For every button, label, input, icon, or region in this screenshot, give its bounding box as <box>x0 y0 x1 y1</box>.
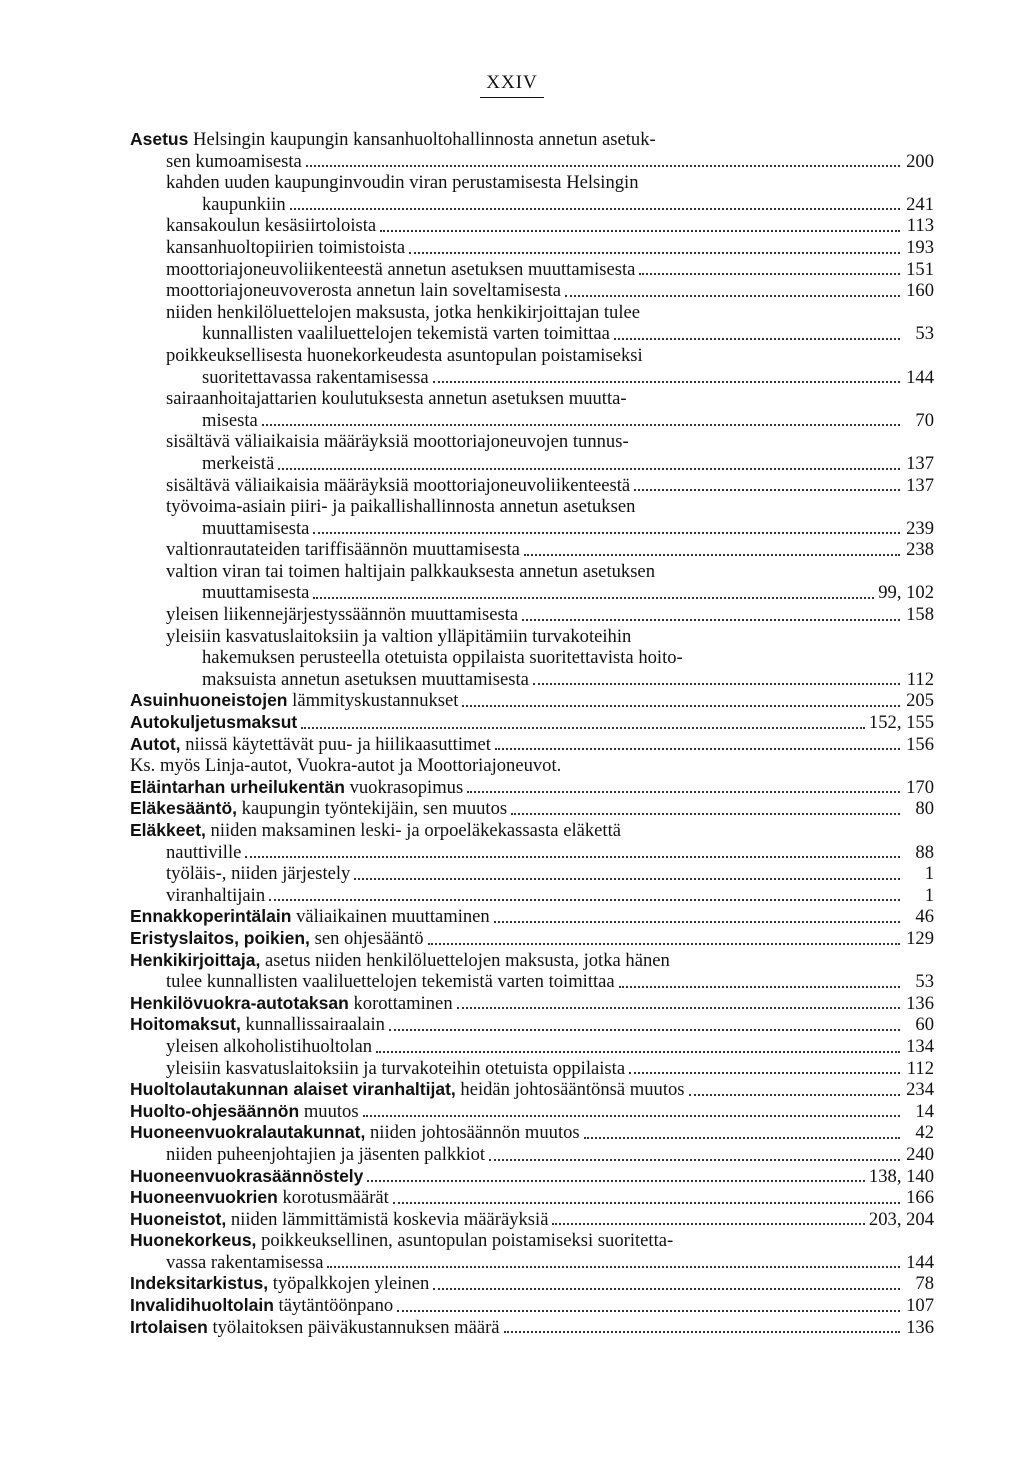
entry-text: täytäntöönpano <box>278 1295 394 1317</box>
index-entry <box>130 172 934 215</box>
dot-leader <box>462 705 900 707</box>
dot-leader <box>433 1288 900 1290</box>
entry-line <box>166 1144 934 1166</box>
entry-text: kunnallisten vaaliluettelojen tekemistä varten toimittaa <box>202 323 610 345</box>
entry-line <box>166 410 934 432</box>
entry-text: kahden uuden kaupunginvoudin viran perustamisesta Helsingin <box>166 172 639 194</box>
index-entry <box>130 302 934 345</box>
dot-leader <box>393 1202 900 1204</box>
index-entry <box>130 1209 934 1231</box>
page-reference: 166 <box>906 1187 934 1209</box>
dot-leader <box>457 1007 900 1009</box>
page-reference: 240 <box>906 1143 934 1165</box>
entry-headword: Huonekorkeus, <box>130 1230 257 1251</box>
index-entry <box>130 993 934 1015</box>
page-reference: 144 <box>906 366 934 388</box>
page-reference: 134 <box>906 1035 934 1057</box>
entry-text: kansakoulun kesäsiirtoloista <box>166 215 377 237</box>
entry-headword: Asuinhuoneistojen <box>130 690 288 711</box>
entry-line <box>130 798 934 820</box>
entry-line <box>130 950 934 972</box>
index-entry <box>130 1187 934 1209</box>
entry-headword: Autot, <box>130 733 181 754</box>
entry-text: valtionrautateiden tariffisäännön muuttamisesta <box>166 539 520 561</box>
index-entry <box>130 259 934 281</box>
entry-headword: Eläkkeet, <box>130 820 206 840</box>
dot-leader <box>584 1137 900 1139</box>
dot-leader <box>409 252 900 254</box>
entry-text: niiden henkilöluettelojen maksusta, jotka henkikirjoittajan tulee <box>166 301 641 323</box>
dot-leader <box>397 1310 900 1312</box>
entry-line <box>130 734 934 756</box>
entry-line <box>166 194 934 216</box>
entry-text: vassa rakentamisessa <box>166 1251 324 1273</box>
entry-headword: Autokuljetusmaksut <box>130 712 298 733</box>
entry-line <box>166 172 934 194</box>
entry-line <box>130 1166 934 1188</box>
entry-text: kansanhuoltopiirien toimistoista <box>166 236 406 258</box>
entry-line <box>130 906 934 928</box>
page-reference: 156 <box>906 733 934 755</box>
dot-leader <box>639 273 900 275</box>
entry-headword: Asetus <box>130 129 189 149</box>
entry-text: merkeistä <box>202 452 275 474</box>
entry-line <box>166 496 934 518</box>
entry-text: väliaikainen muuttaminen <box>296 906 490 928</box>
dot-leader <box>290 208 900 210</box>
page-reference: 129 <box>906 927 934 949</box>
entry-headword: Eristyslaitos, poikien, <box>130 927 310 948</box>
index-entry <box>130 1014 934 1036</box>
page-reference: 112 <box>906 1057 934 1079</box>
entry-line <box>166 367 934 389</box>
entry-line <box>166 302 934 324</box>
index-entry <box>130 561 934 604</box>
entry-text: heidän johtosääntönsä muutos <box>460 1079 685 1101</box>
entry-line <box>130 1101 934 1123</box>
index-entry <box>130 690 934 712</box>
entry-text: valtion viran tai toimen haltijain palkkauksesta annetun asetuksen <box>166 560 655 582</box>
page-reference: 136 <box>906 992 934 1014</box>
entry-text: hakemuksen perusteella otetuista oppilaista suoritettavista hoito- <box>202 647 683 669</box>
entry-line <box>166 475 934 497</box>
entry-line <box>166 626 934 648</box>
entry-line <box>130 755 934 777</box>
page-reference: 78 <box>915 1273 934 1295</box>
entry-headword: Huolto-ohjesäännön <box>130 1100 300 1121</box>
dot-leader <box>489 1159 900 1161</box>
page-reference: 70 <box>915 409 934 431</box>
entry-text: sen kumoamisesta <box>166 150 302 172</box>
index-entry <box>130 215 934 237</box>
entry-headword: Huoneenvuokrien <box>130 1187 278 1208</box>
dot-leader <box>367 1180 865 1182</box>
index-entry <box>130 129 934 172</box>
entry-text: niiden lämmittämistä koskevia määräyksiä <box>230 1208 549 1230</box>
dot-leader <box>313 597 874 599</box>
entry-line <box>166 388 934 410</box>
index-entry <box>130 1273 934 1295</box>
index-entry <box>130 820 934 863</box>
index-entry <box>130 906 934 928</box>
entry-text: kaupungin työntekijäin, sen muutos <box>241 798 508 820</box>
entry-text: muuttamisesta <box>202 582 310 604</box>
entry-line <box>166 345 934 367</box>
entry-headword: Invalidihuoltolain <box>130 1295 274 1316</box>
dot-leader <box>614 338 900 340</box>
entry-headword: Eläkesääntö, <box>130 798 237 819</box>
entry-line <box>130 928 934 950</box>
index-entry <box>130 928 934 950</box>
index-entry <box>130 475 934 497</box>
entry-headword: Eläintarhan urheilukentän <box>130 776 345 797</box>
entry-line <box>130 993 934 1015</box>
page-reference: 53 <box>915 323 934 345</box>
page-number: XXIV <box>0 72 1024 94</box>
entry-text: viranhaltijain <box>166 884 266 906</box>
index-entry <box>130 1144 934 1166</box>
entry-headword: Ennakkoperintälain <box>130 906 292 927</box>
entry-line <box>130 1209 934 1231</box>
entry-line <box>166 518 934 540</box>
dot-leader <box>327 1266 900 1268</box>
entry-line <box>166 259 934 281</box>
entry-text: vuokrasopimus <box>349 776 464 798</box>
entry-text: yleisen alkoholistihuoltolan <box>166 1035 373 1057</box>
entry-headword: Henkilövuokra-autotaksan <box>130 992 349 1013</box>
entry-text: moottoriajoneuvoliikenteestä annetun asetuksen muuttamisesta <box>166 258 636 280</box>
entry-line <box>166 604 934 626</box>
entry-text: poikkeuksellisesta huonekorkeudesta asuntopulan poistamiseksi <box>166 344 643 366</box>
index-entry <box>130 712 934 734</box>
entry-text: työpalkkojen yleinen <box>272 1273 430 1295</box>
dot-leader <box>467 791 900 793</box>
entry-text: muuttamisesta <box>202 517 310 539</box>
page-reference: 239 <box>906 517 934 539</box>
index-entry <box>130 1166 934 1188</box>
index-entry <box>130 496 934 539</box>
entry-text: kunnallissairaalain <box>245 1014 385 1036</box>
entry-text: työläis-, niiden järjestely <box>166 863 351 885</box>
dot-leader <box>389 1029 900 1031</box>
dot-leader <box>433 381 900 383</box>
entry-text: sisältävä väliaikaisia määräyksiä moottoriajoneuvoliikenteestä <box>166 474 631 496</box>
entry-text: sisältävä väliaikaisia määräyksiä moottoriajoneuvojen tunnus- <box>166 431 629 453</box>
entry-text: korotusmäärät <box>282 1187 389 1209</box>
entry-text: yleisiin kasvatuslaitoksiin ja turvakoteihin otetuista oppilaista <box>166 1057 626 1079</box>
entry-headword: Huoneenvuokralautakunnat, <box>130 1122 366 1143</box>
entry-line <box>166 215 934 237</box>
dot-leader <box>428 943 900 945</box>
entry-line <box>166 323 934 345</box>
entry-text: muutos <box>303 1100 359 1122</box>
index-entry <box>130 431 934 474</box>
dot-leader <box>495 748 900 750</box>
dot-leader <box>629 1072 900 1074</box>
index-entry <box>130 1036 934 1058</box>
entry-line <box>130 777 934 799</box>
entry-line <box>166 453 934 475</box>
dot-leader <box>634 489 900 491</box>
page-reference: 42 <box>915 1122 934 1144</box>
entry-line <box>166 582 934 604</box>
dot-leader <box>522 619 900 621</box>
page-reference: 158 <box>906 604 934 626</box>
page-reference: 80 <box>915 798 934 820</box>
page-reference: 170 <box>906 776 934 798</box>
entry-text: kaupunkiin <box>202 193 286 215</box>
entry-line <box>166 669 934 691</box>
entry-line <box>166 431 934 453</box>
page-reference: 88 <box>915 841 934 863</box>
page-reference: 1 <box>924 863 934 885</box>
dot-leader <box>619 986 900 988</box>
page-reference: 238 <box>906 539 934 561</box>
entry-text: yleisiin kasvatuslaitoksiin ja valtion ylläpitämiin turvakoteihin <box>166 625 632 647</box>
dot-leader <box>306 165 900 167</box>
entry-line <box>130 1230 934 1252</box>
entry-line <box>130 820 934 842</box>
index-entry <box>130 777 934 799</box>
index-entry <box>130 1122 934 1144</box>
dot-leader <box>565 295 900 297</box>
page-reference: 46 <box>915 906 934 928</box>
entry-text: niiden johtosäännön muutos <box>369 1122 580 1144</box>
entry-line <box>166 280 934 302</box>
page-reference: 60 <box>915 1014 934 1036</box>
entry-text: misesta <box>202 409 258 431</box>
index-entry <box>130 1079 934 1101</box>
index-entry <box>130 1230 934 1273</box>
dot-leader <box>363 1115 900 1117</box>
dot-leader <box>552 1223 864 1225</box>
page-reference: 205 <box>906 690 934 712</box>
entry-text: työvoima-asiain piiri- ja paikallishallinnosta annetun asetuksen <box>166 496 636 518</box>
page-reference: 99, 102 <box>878 582 934 604</box>
index-entry <box>130 237 934 259</box>
dot-leader <box>245 856 900 858</box>
entry-headword: Huoneistot, <box>130 1208 227 1229</box>
entry-line <box>130 690 934 712</box>
dot-leader <box>533 683 900 685</box>
index-entry <box>130 1058 934 1080</box>
page-reference: 193 <box>906 236 934 258</box>
index-entry <box>130 950 934 993</box>
entry-line <box>130 1295 934 1317</box>
page-reference: 203, 204 <box>868 1208 934 1230</box>
entry-line <box>130 712 934 734</box>
page-reference: 138, 140 <box>868 1165 934 1187</box>
entry-text: niiden puheenjohtajien ja jäsenten palkkiot <box>166 1143 486 1165</box>
entry-line <box>166 1058 934 1080</box>
entry-line <box>166 863 934 885</box>
page-reference: 234 <box>906 1079 934 1101</box>
index-entry <box>130 1101 934 1123</box>
index-entry <box>130 1295 934 1317</box>
entry-text: suoritettavassa rakentamisessa <box>202 366 429 388</box>
entry-line <box>130 151 934 173</box>
entry-text: niissä käytettävät puu- ja hiilikaasuttimet <box>185 733 491 755</box>
entry-line <box>166 561 934 583</box>
page-reference: 144 <box>906 1251 934 1273</box>
index-entry <box>130 885 934 907</box>
entry-line <box>130 1317 934 1339</box>
index-entry <box>130 755 934 777</box>
dot-leader <box>269 899 900 901</box>
entry-text: työlaitoksen päiväkustannuksen määrä <box>212 1316 500 1338</box>
page-reference: 107 <box>906 1295 934 1317</box>
entry-line <box>130 1252 934 1274</box>
index-entry <box>130 388 934 431</box>
dot-leader <box>301 727 865 729</box>
entry-line <box>130 1273 934 1295</box>
page-reference: 160 <box>906 280 934 302</box>
entry-headword: Henkikirjoittaja, <box>130 949 261 970</box>
index-entry <box>130 863 934 885</box>
entry-text: korottaminen <box>353 992 453 1014</box>
index-entry <box>130 1317 934 1339</box>
entry-text: sen ohjesääntö <box>314 927 424 949</box>
entry-line <box>130 971 934 993</box>
index-entry <box>130 734 934 756</box>
page-reference: 137 <box>906 474 934 496</box>
entry-line <box>166 539 934 561</box>
entry-line <box>130 1079 934 1101</box>
entry-line <box>166 885 934 907</box>
entry-headword: Indeksitarkistus, <box>130 1273 269 1294</box>
entry-text: sairaanhoitajattarien koulutuksesta annetun asetuksen muutta- <box>166 388 627 410</box>
entry-text: niiden maksaminen leski- ja orpoeläkekassasta eläkettä <box>210 820 622 841</box>
entry-text: asetus niiden henkilöluettelojen maksusta, jotka hänen <box>264 949 670 971</box>
entry-line <box>166 237 934 259</box>
dot-leader <box>262 424 900 426</box>
dot-leader <box>380 230 900 232</box>
entry-text: moottoriajoneuvoverosta annetun lain soveltamisesta <box>166 280 562 302</box>
entry-line <box>130 1187 934 1209</box>
dot-leader <box>511 813 900 815</box>
entry-line <box>166 1036 934 1058</box>
entry-text: Ks. myös Linja-autot, Vuokra-autot ja Moottoriajoneuvot. <box>130 755 562 777</box>
entry-line <box>130 1122 934 1144</box>
dot-leader <box>354 878 900 880</box>
entry-text: yleisen liikennejärjestyssäännön muuttamisesta <box>166 604 519 626</box>
entry-text: tulee kunnallisten vaaliluettelojen tekemistä varten toimittaa <box>166 971 615 993</box>
page-reference: 136 <box>906 1316 934 1338</box>
page-reference: 14 <box>915 1100 934 1122</box>
index-entry <box>130 604 934 626</box>
entry-headword: Huoneenvuokrasäännöstely <box>130 1165 364 1186</box>
entry-line <box>130 842 934 864</box>
entry-headword: Hoitomaksut, <box>130 1014 241 1035</box>
index-entry <box>130 539 934 561</box>
index-entry <box>130 626 934 691</box>
entry-line <box>166 647 934 669</box>
page-reference: 53 <box>915 971 934 993</box>
dot-leader <box>504 1331 900 1333</box>
dot-leader <box>313 532 900 534</box>
index-list <box>130 129 934 1338</box>
dot-leader <box>494 921 900 923</box>
entry-headword: Huoltolautakunnan alaiset viranhaltijat, <box>130 1079 456 1100</box>
index-entry <box>130 345 934 388</box>
page-reference: 152, 155 <box>868 712 934 734</box>
page-reference: 112 <box>906 668 934 690</box>
entry-line <box>130 1014 934 1036</box>
dot-leader <box>689 1094 900 1096</box>
entry-headword: Irtolaisen <box>130 1316 208 1337</box>
page-reference: 137 <box>906 452 934 474</box>
index-entry <box>130 280 934 302</box>
entry-text: Helsingin kaupungin kansanhuoltohallinnosta annetun asetuk- <box>193 129 656 150</box>
dot-leader <box>524 554 900 556</box>
index-entry <box>130 798 934 820</box>
entry-text: maksuista annetun asetuksen muuttamisesta <box>202 668 529 690</box>
page-reference: 151 <box>906 258 934 280</box>
entry-line <box>130 129 934 151</box>
dot-leader <box>278 468 900 470</box>
page-reference: 241 <box>906 193 934 215</box>
entry-text: lämmityskustannukset <box>292 690 459 712</box>
dot-leader <box>376 1051 900 1053</box>
entry-text: nauttiville <box>166 841 242 863</box>
page-reference: 113 <box>906 215 934 237</box>
page-reference: 200 <box>906 150 934 172</box>
page-reference: 1 <box>924 884 934 906</box>
entry-text: poikkeuksellinen, asuntopulan poistamiseksi suoritetta- <box>261 1230 674 1252</box>
